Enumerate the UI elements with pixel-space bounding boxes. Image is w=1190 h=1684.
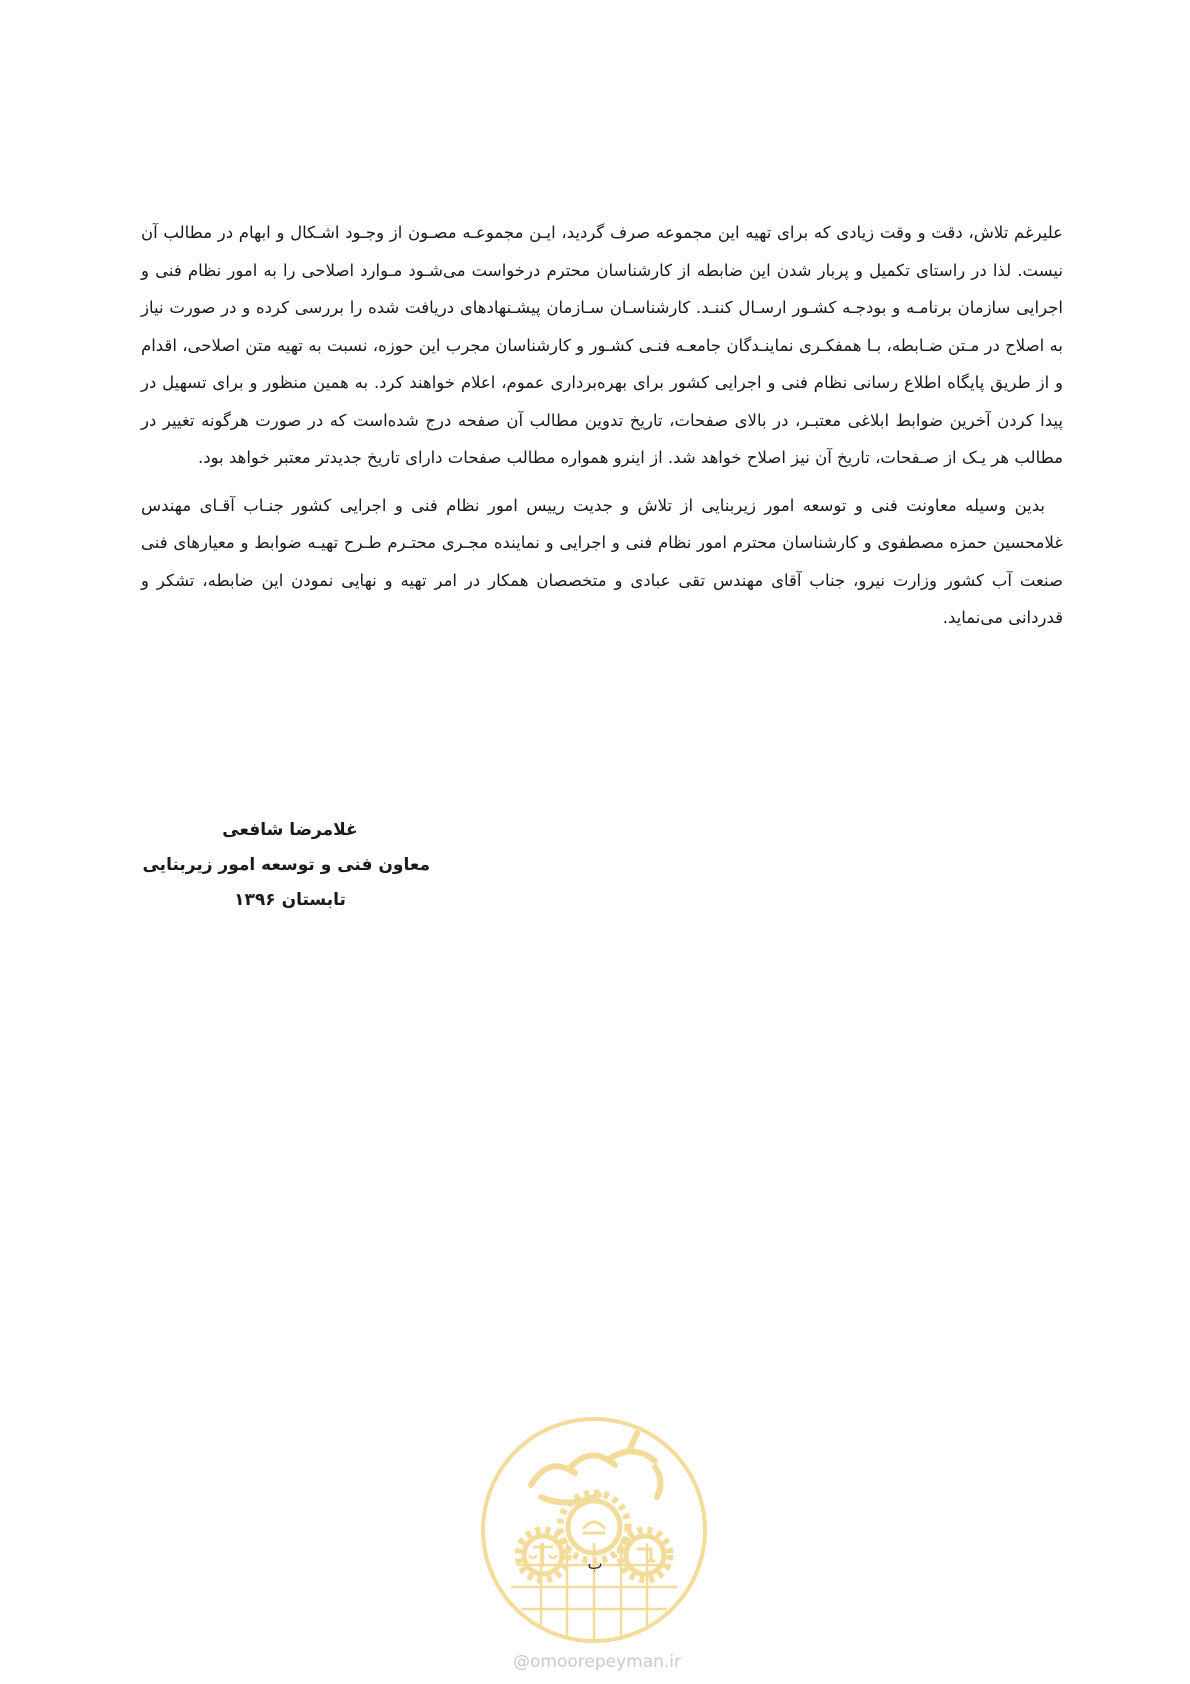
page-number: ب (587, 1554, 603, 1573)
signatory-name: غلامرضا شافعی (222, 820, 358, 840)
paragraph-acknowledgement: بدین وسیله معاونت فنی و توسعه امور زیربنایی از تلاش و جدیت رییس امور نظام فنی و اجرایی کشور جنـاب آقـای مهندس غلامحسین حمزه مصطفوی و کارشناسان محترم امور نظام فنی و اجرایی و نماینده مجـری محتـرم طـرح تهیـه ضوابط و معیارهای فنی صنعت آب کشور وزارت نیرو، جناب آقای مهندس تقی عبادی و متخصصان همکار در امر تهیه و نهایی نمودن این ضابطه، تشکر و قدردانی می‌نماید. (141, 495, 1063, 627)
signature-block (142, 813, 430, 918)
body-text (141, 214, 1063, 637)
signatory-title: معاون فنی و توسعه امور زیربنایی (142, 855, 430, 875)
site-url: @omoorepeyman.ir (512, 1652, 682, 1672)
paragraph-intro: علیرغم تلاش، دقت و وقت زیادی که برای تهیه این مجموعه صرف گردید، ایـن مجموعـه مصـون از وجـود اشـکال و ابهام در مطالب آن نیست. لذا در راستای تکمیل و پربار شدن این ضابطه از کارشناسان محترم درخواست می‌شـود مـوارد اصلاحی را به امور نظام فنی و اجرایی سازمان برنامـه و بودجـه کشـور ارسـال کننـد. کارشناسـان سـازمان پیشـنهادهای دریافت شده را بررسی کرده و در صورت نیاز به اصلاح در مـتن ضـابطه، بـا همفکـری نماینـدگان جامعـه فنـی کشـور و کارشناسان مجرب این حوزه، نسبت به تهیه متن اصلاحی، اقدام و از طریق پایگاه اطلاع رسانی نظام فنی و اجرایی کشور برای بهره‌برداری عموم، اعلام خواهند کرد. به همین منظور و برای تسهیل در پیدا کردن آخرین ضوابط ابلاغی معتبـر، در بالای صفحات، تاریخ تدوین مطالب آن صفحه درج شده‌است که در صورت هرگونه تغییر در مطالب هر یـک از صـفحات، تاریخ آن نیز اصلاح خواهد شد. از اینرو همواره مطالب صفحات دارای تاریخ جدیدتر معتبر خواهد بود. (141, 223, 1063, 467)
gear-scale-seal-icon (479, 1415, 709, 1645)
signature-date: تابستان ۱۳۹۶ (234, 890, 346, 910)
watermark-logo (479, 1415, 709, 1645)
